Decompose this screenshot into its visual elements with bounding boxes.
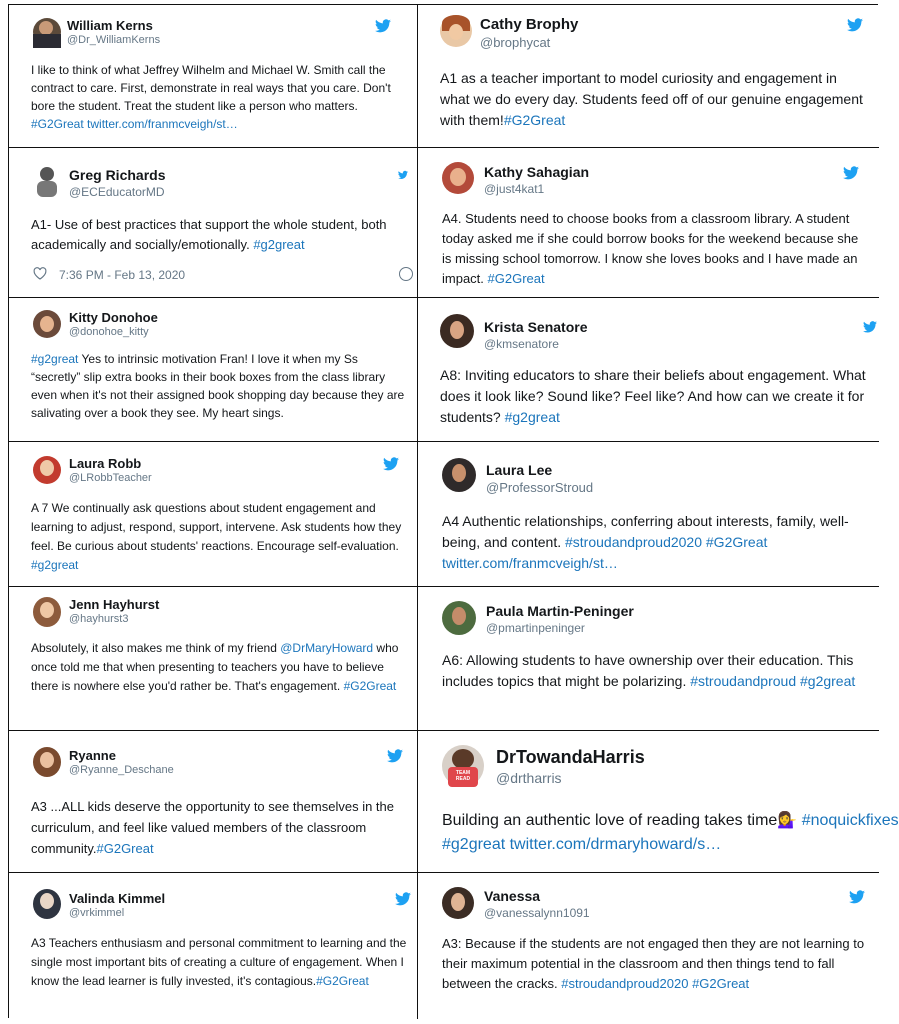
tweet-text: A3: Because if the students are not engaged then they are not learning to their maximum potential in the classroom and then things tend to fall between the cracks. #stroudandproud2020 #G2Great [442, 936, 865, 991]
handle[interactable]: @Dr_WilliamKerns [67, 34, 161, 46]
handle[interactable]: @hayhurst3 [69, 613, 129, 625]
hashtag-link[interactable]: #stroudandproud #g2great [690, 673, 856, 689]
hashtag-link[interactable]: #noquickfixes #g2great twitter.com/drmaryhoward/s… [442, 812, 899, 853]
info-icon[interactable] [399, 267, 413, 281]
display-name[interactable]: Laura Lee [486, 462, 553, 478]
display-name[interactable]: Kitty Donohoe [69, 310, 158, 325]
tweet-card [418, 148, 879, 298]
avatar[interactable] [440, 15, 472, 47]
tweet-text: I like to think of what Jeffrey Wilhelm and Michael W. Smith call the contract to care. First, demonstrate in real ways that you care. Don't bore the student. Treat the student like a person who matters. #G2Great twitter.com/franmcveigh/st… [31, 63, 391, 131]
handle[interactable]: @vanessalynn1091 [484, 906, 590, 920]
twitter-bird-icon[interactable] [375, 19, 391, 33]
handle[interactable]: @LRobbTeacher [69, 472, 152, 484]
hashtag-link[interactable]: #g2great [31, 558, 79, 572]
display-name[interactable]: William Kerns [67, 18, 153, 33]
tweet-card [9, 442, 418, 587]
mention-link[interactable]: @DrMaryHoward [280, 641, 374, 655]
handle[interactable]: @pmartinpeninger [486, 621, 585, 635]
handle[interactable]: @brophycat [480, 35, 551, 50]
twitter-bird-icon[interactable] [398, 168, 408, 182]
handle[interactable]: @vrkimmel [69, 907, 125, 919]
display-name[interactable]: DrTowandaHarris [496, 747, 645, 767]
tweet-card [9, 873, 418, 1019]
tweet-card [418, 5, 879, 148]
tweet-text: Absolutely, it also makes me think of my friend @DrMaryHoward who once told me that when presenting to teachers you have to believe there is nowhere else you'd rather be. That's engagement. #G2Great [31, 641, 399, 693]
tweet-card [418, 442, 879, 587]
tweet-card [9, 148, 418, 298]
handle[interactable]: @donohoe_kitty [69, 326, 149, 338]
display-name[interactable]: Paula Martin-Peninger [486, 603, 634, 619]
display-name[interactable]: Valinda Kimmel [69, 891, 166, 906]
handle[interactable]: @Ryanne_Deschane [69, 764, 174, 776]
hashtag-link[interactable]: #G2Great [503, 112, 566, 128]
tweet-card [9, 731, 418, 873]
tweet-text: Building an authentic love of reading takes time💁‍♀️ #noquickfixes #g2great twitter.com/drmaryhoward/s… [442, 812, 899, 853]
avatar[interactable] [442, 458, 476, 492]
handle[interactable]: @just4kat1 [484, 182, 545, 196]
heart-icon[interactable] [33, 267, 47, 280]
twitter-bird-icon[interactable] [849, 890, 865, 904]
hashtag-link[interactable]: #g2great [504, 409, 560, 425]
avatar[interactable] [33, 18, 61, 46]
tweet-text: A1 as a teacher important to model curiosity and engagement in what we do every day. Students feed off of our genuine engagement with them!#G2Great [440, 70, 863, 128]
hashtag-link[interactable]: #G2Great [96, 841, 154, 856]
avatar[interactable] [442, 601, 476, 635]
twitter-bird-icon[interactable] [383, 457, 399, 471]
tweet-text: A3 ...ALL kids deserve the opportunity to see themselves in the curriculum, and feel like valued members of the classroom community.#G2Great [31, 799, 395, 856]
tweet-card [9, 298, 418, 442]
twitter-bird-icon[interactable] [843, 166, 859, 180]
handle[interactable]: @ProfessorStroud [486, 480, 594, 495]
avatar[interactable] [442, 162, 474, 194]
tweet-text: A3 Teachers enthusiasm and personal commitment to learning and the single most important bits of creating a culture of engagement. When I know the lead learner is fully invested, it's contagious.#G2Great [31, 936, 407, 988]
twitter-bird-icon[interactable] [387, 749, 403, 763]
hashtag-link[interactable]: #stroudandproud2020 #G2Great [561, 976, 750, 991]
twitter-bird-icon[interactable] [395, 892, 411, 906]
tweet-collage [8, 4, 899, 1018]
tweet-text: A4 Authentic relationships, conferring about interests, family, well-being, and content. #stroudandproud2020 #G2Great twitter.com/franmcveigh/st… [442, 513, 849, 571]
tweet-text: A8: Inviting educators to share their beliefs about engagement. What does it look like? Sound like? Feel like? And how can we create it for students? #g2great [440, 367, 866, 425]
display-name[interactable]: Vanessa [484, 888, 541, 904]
display-name[interactable]: Cathy Brophy [480, 16, 579, 33]
handle[interactable]: @ECEducatorMD [69, 185, 165, 199]
tweet-card [418, 298, 879, 442]
avatar[interactable] [33, 310, 61, 338]
hashtag-link[interactable]: #G2Great [343, 679, 397, 693]
tweet-card [9, 587, 418, 731]
tweet-text: A6: Allowing students to have ownership over their education. This includes topics that might be polarizing. #stroudandproud #g2great [442, 652, 856, 689]
hashtag-link[interactable]: #G2Great twitter.com/franmcveigh/st… [31, 117, 238, 131]
avatar[interactable] [33, 597, 61, 627]
avatar[interactable] [442, 887, 474, 919]
twitter-bird-icon[interactable] [847, 18, 863, 32]
tweet-card [418, 873, 879, 1019]
tweet-card [418, 731, 899, 873]
hashtag-link[interactable]: #g2great [31, 352, 79, 366]
tweet-text: A4. Students need to choose books from a classroom library. A student today asked me if she could borrow books for the weekend because she is missing school tomorrow. I know she loves books and I have made an impact. #G2Great [442, 211, 859, 286]
twitter-bird-icon[interactable] [863, 320, 877, 334]
avatar[interactable] [442, 745, 484, 787]
tweet-text: A 7 We continually ask questions about student engagement and learning to adjust, respond, support, intervene. Ask students how they feel. Be curious about students' reactions. Encourage self-evaluation. #g2great [31, 501, 402, 572]
hashtag-link[interactable]: #G2Great [487, 271, 545, 286]
tweet-card [9, 5, 418, 148]
display-name[interactable]: Krista Senatore [484, 319, 588, 335]
tweet-card [418, 587, 879, 731]
hashtag-link[interactable]: #G2Great [316, 974, 369, 988]
hashtag-link[interactable]: #g2great [253, 237, 305, 252]
handle[interactable]: @drtharris [496, 770, 562, 786]
avatar[interactable] [33, 889, 61, 919]
handle[interactable]: @kmsenatore [484, 337, 559, 351]
display-name[interactable]: Laura Robb [69, 456, 142, 471]
display-name[interactable]: Kathy Sahagian [484, 164, 590, 180]
display-name[interactable]: Ryanne [69, 748, 116, 763]
avatar[interactable] [33, 165, 61, 199]
timestamp[interactable]: 7:36 PM - Feb 13, 2020 [59, 268, 186, 282]
hashtag-link[interactable]: #stroudandproud2020 #G2Great twitter.com/franmcveigh/st… [442, 534, 768, 571]
avatar[interactable] [440, 314, 474, 348]
avatar-text: TEAM READ [455, 770, 471, 782]
display-name[interactable]: Jenn Hayhurst [69, 597, 160, 612]
avatar[interactable] [33, 747, 61, 777]
tweet-text: #g2great Yes to intrinsic motivation Fran! I love it when my Ss “secretly” slip extra books in their book boxes from the class library even when it's not their assigned book shopping day because they are salivating over a book they see. My heart sings. [31, 352, 405, 420]
tweet-text: A1- Use of best practices that support the whole student, both academically and socially/emotionally. #g2great [31, 217, 387, 252]
avatar[interactable] [33, 456, 61, 484]
display-name[interactable]: Greg Richards [69, 167, 166, 183]
